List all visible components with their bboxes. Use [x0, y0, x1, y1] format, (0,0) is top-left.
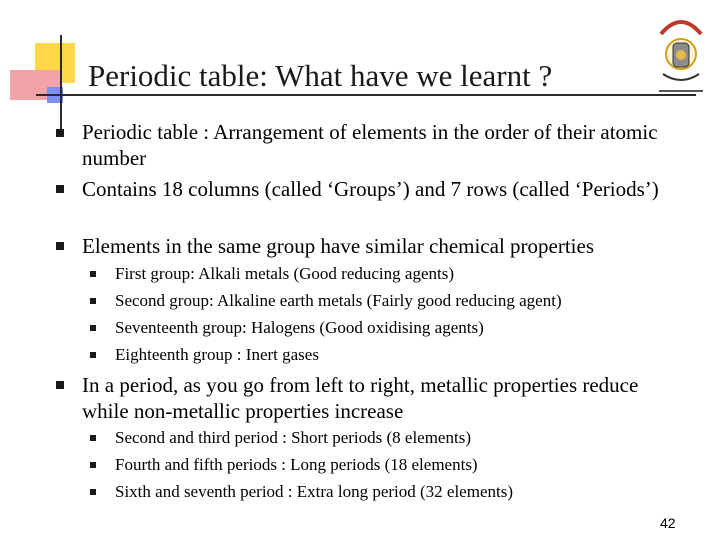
subbullet-marker: [90, 462, 96, 468]
page-number: 42: [660, 515, 676, 531]
subbullet-marker: [90, 271, 96, 277]
slide-title: Periodic table: What have we learnt ?: [88, 58, 553, 93]
subbullet-marker: [90, 435, 96, 441]
subbullet-marker: [90, 325, 96, 331]
bullet-columns-rows: Contains 18 columns (called ‘Groups’) and 7 rows (called ‘Periods’): [82, 177, 659, 201]
subbullet-marker: [90, 352, 96, 358]
bullet-period-trend: In a period, as you go from left to right, metallic properties reduce while non-metallic properties increase: [82, 373, 639, 423]
bullet-marker: [56, 185, 64, 193]
bullet-marker: [56, 242, 64, 250]
subbullet-marker: [90, 298, 96, 304]
subbullet-extra-long-period: Sixth and seventh period : Extra long period (32 elements): [115, 482, 513, 501]
subbullet-short-periods: Second and third period : Short periods (8 elements): [115, 428, 471, 447]
subbullet-group1: First group: Alkali metals (Good reducing agents): [115, 264, 454, 283]
subbullet-group2: Second group: Alkaline earth metals (Fairly good reducing agent): [115, 291, 562, 310]
subbullet-group17: Seventeenth group: Halogens (Good oxidising agents): [115, 318, 484, 337]
bullet-marker: [56, 129, 64, 137]
institute-emblem-icon: [653, 8, 709, 100]
bullet-same-group: Elements in the same group have similar chemical properties: [82, 234, 594, 258]
bullet-arrangement: Periodic table : Arrangement of elements in the order of their atomic number: [82, 120, 658, 170]
subbullet-long-periods: Fourth and fifth periods : Long periods (18 elements): [115, 455, 478, 474]
decor-vertical-line: [60, 35, 62, 130]
subbullet-group18: Eighteenth group : Inert gases: [115, 345, 319, 364]
subbullet-marker: [90, 489, 96, 495]
title-divider-line: [36, 94, 696, 96]
bullet-marker: [56, 381, 64, 389]
